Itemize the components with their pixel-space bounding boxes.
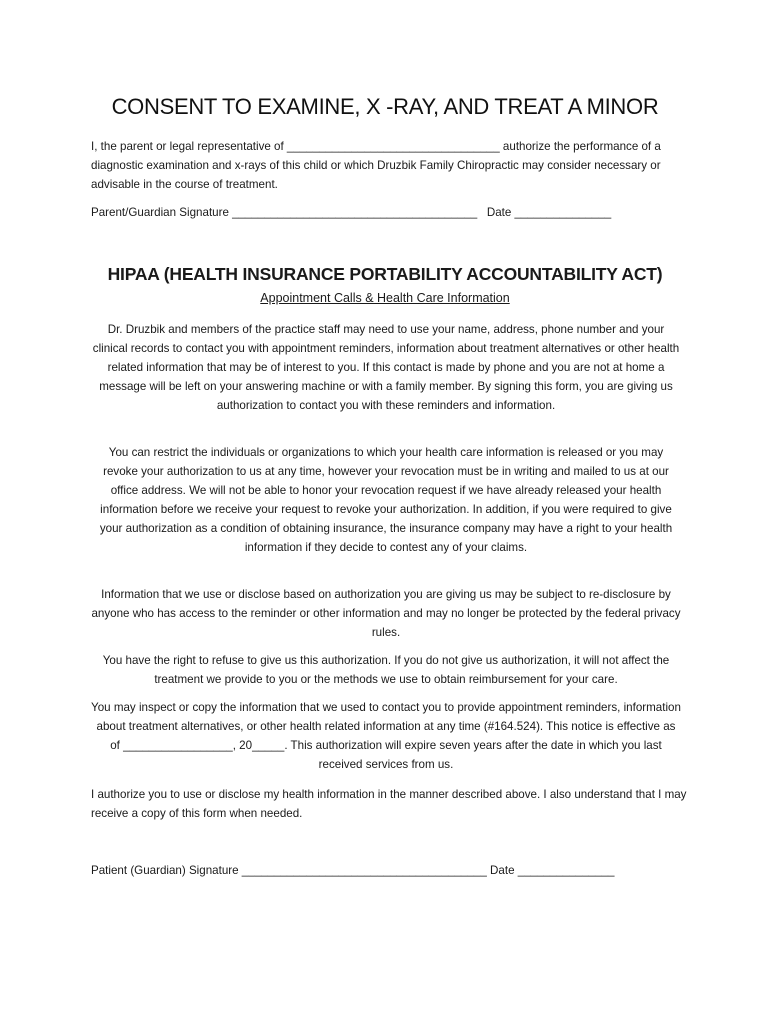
authorize-paragraph: I authorize you to use or disclose my health information in the manner described above. I also understand that I may receive a copy of this form when needed. (91, 788, 687, 820)
patient-guardian-signature-line: Patient (Guardian) Signature ______________________________________ Date _______________ (91, 864, 615, 877)
hipaa-subtitle: Appointment Calls & Health Care Information (260, 291, 510, 305)
hipaa-paragraph-refuse: You have the right to refuse to give us this authorization. If you do not give us authorization, it will not affect the treatment we provide to you or the methods we use to obtain reimbursement for your care. (102, 654, 670, 686)
hipaa-title: HIPAA (HEALTH INSURANCE PORTABILITY ACCOUNTABILITY ACT) (107, 264, 663, 284)
consent-paragraph: I, the parent or legal representative of _________________________________ authorize the performance of a diagnostic examination and x-rays of this child or which Druzbik Family Chiropractic may consider necessary or advisable in the course of treatment. (91, 140, 661, 191)
hipaa-paragraph-inspect: You may inspect or copy the information that we used to contact you to provide appointment reminders, information about treatment alternatives, or other health related information at any time (#164.524). This notice is effective as of _________________, 20_____. This authorization will expire seven years after the date in which you last received services from us. (91, 701, 681, 771)
consent-title: CONSENT TO EXAMINE, X -RAY, AND TREAT A MINOR (111, 94, 659, 119)
hipaa-paragraph-restrict: You can restrict the individuals or organizations to which your health care information is released or you may revoke your authorization to us at any time, however your revocation must be in writing and mailed to us at our office address. We will not be able to honor your revocation request if we have already released your health information before we receive your request to revoke your authorization. In addition, if you were required to give your authorization as a condition of obtaining insurance, the insurance company may have a right to your health information if they decide to contest any of your claims. (99, 446, 673, 554)
parent-guardian-signature-line: Parent/Guardian Signature ______________________________________ Date _______________ (91, 206, 612, 219)
hipaa-paragraph-contact: Dr. Druzbik and members of the practice staff may need to use your name, address, phone number and your clinical records to contact you with appointment reminders, information about treatment alternatives or other health related information that may be of interest to you. If this contact is made by phone and you are not at home a message will be left on your answering machine or with a family member. By signing this form, you are giving us authorization to contact you with these reminders and information. (92, 323, 680, 412)
hipaa-paragraph-redisclosure: Information that we use or disclose based on authorization you are giving us may be subject to re-disclosure by anyone who has access to the reminder or other information and may no longer be protected by the federal privacy rules. (91, 588, 681, 639)
